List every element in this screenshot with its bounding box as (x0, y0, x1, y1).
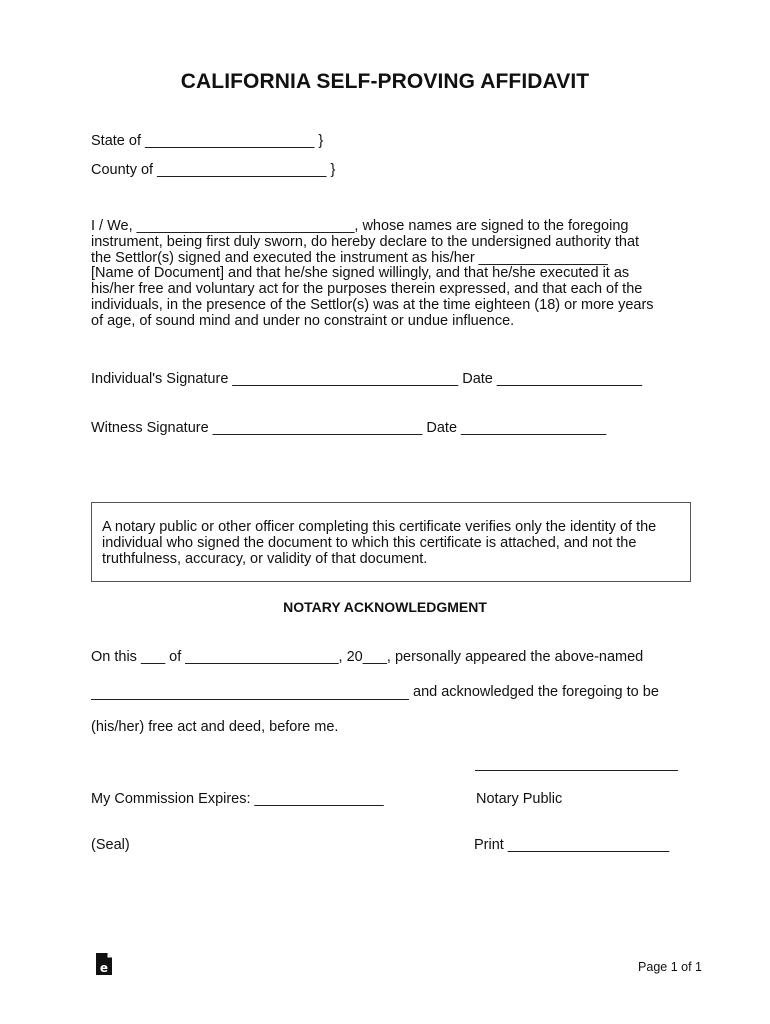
seal-label: (Seal) (91, 837, 130, 853)
county-line[interactable]: County of _____________________ } (91, 162, 336, 178)
notary-heading: NOTARY ACKNOWLEDGMENT (283, 599, 487, 615)
notary-public-label: Notary Public (476, 791, 563, 807)
declaration-line: of age, of sound mind and under no constraint or undue influence. (91, 312, 515, 329)
appeared-name-rule[interactable] (91, 699, 409, 700)
svg-text:e: e (99, 961, 109, 975)
document-title: CALIFORNIA SELF-PROVING AFFIDAVIT (180, 70, 590, 93)
notary-signature-rule[interactable] (475, 770, 678, 771)
declaration-paragraph (91, 219, 691, 330)
individual-signature-line[interactable]: Individual's Signature ____________________________ Date __________________ (91, 371, 643, 387)
eforms-logo-icon (95, 952, 113, 976)
print-name-line[interactable]: Print ____________________ (474, 837, 670, 853)
declaration-line: individuals, in the presence of the Settlor(s) was at the time eighteen (18) or more years (91, 296, 654, 313)
notice-line: truthfulness, accuracy, or validity of that document. (102, 550, 428, 567)
acknowledged-text: and acknowledged the foregoing to be (413, 684, 659, 700)
commission-expires-line[interactable]: My Commission Expires: ________________ (91, 791, 384, 807)
page-number: Page 1 of 1 (638, 960, 702, 974)
free-act-text: (his/her) free act and deed, before me. (91, 719, 339, 735)
notice-line: A notary public or other officer completing this certificate verifies only the identity of the (102, 519, 657, 535)
witness-signature-line[interactable]: Witness Signature __________________________ Date __________________ (91, 420, 607, 436)
declaration-line: I / We, ___________________________, whose names are signed to the foregoing (91, 218, 629, 234)
notary-notice-box (91, 502, 691, 582)
on-this-line[interactable]: On this ___ of ___________________, 20___, personally appeared the above-named (91, 649, 644, 665)
declaration-line: his/her free and voluntary act for the purposes therein expressed, and that each of the (91, 281, 643, 298)
state-line[interactable]: State of _____________________ } (91, 133, 324, 149)
declaration-line: [Name of Document] and that he/she signed willingly, and that he/she executed it as (91, 265, 630, 282)
notice-line: individual who signed the document to which this certificate is attached, and not the (102, 534, 637, 551)
declaration-line: the Settlor(s) signed and executed the instrument as his/her ________________ (91, 249, 608, 266)
declaration-line: instrument, being first duly sworn, do hereby declare to the undersigned authority that (91, 233, 640, 250)
